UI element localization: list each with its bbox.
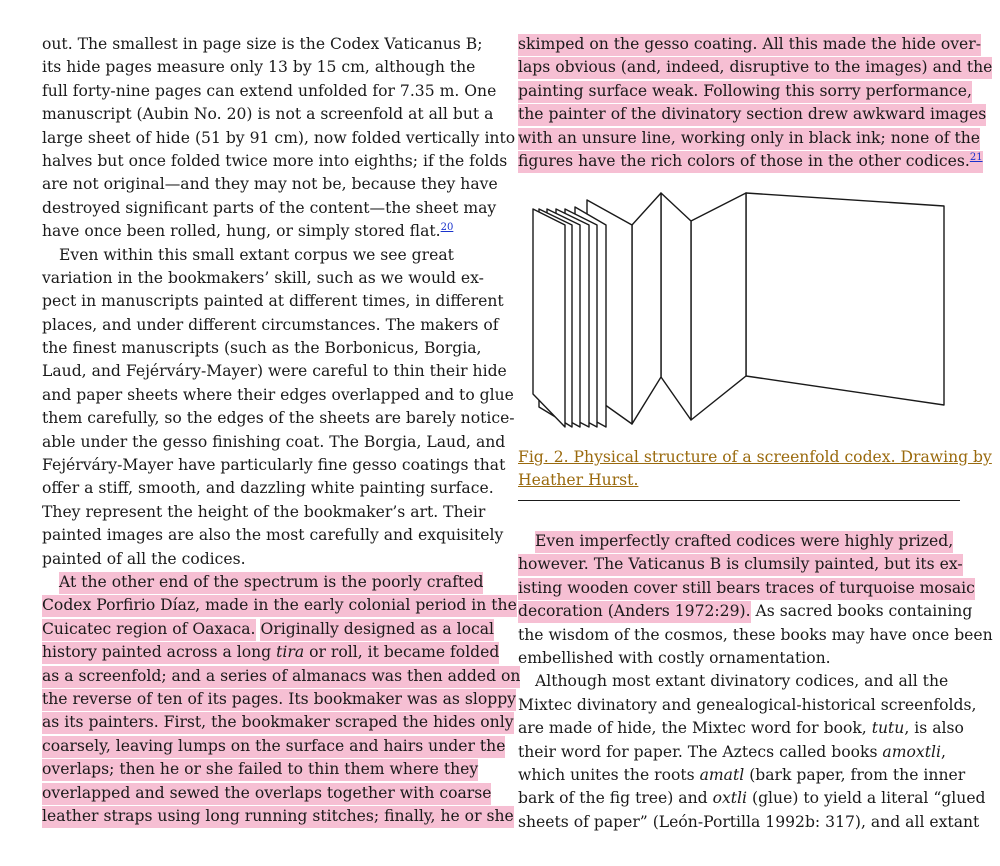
highlight: decoration (Anders 1972:29). bbox=[518, 601, 751, 623]
codex-panel bbox=[691, 193, 746, 420]
text-line: offer a stiff, smooth, and dazzling white painting surface. bbox=[42, 479, 494, 498]
text-line bbox=[42, 711, 514, 734]
text-line bbox=[42, 641, 500, 664]
highlight: coarsely, leaving lumps on the surface and hairs under the bbox=[42, 736, 505, 758]
footnote-20-link[interactable]: 20 bbox=[440, 222, 454, 234]
text-line bbox=[518, 56, 993, 79]
text-line: their word for paper. The Aztecs called books amoxtli, bbox=[518, 742, 946, 761]
text-line bbox=[518, 127, 981, 150]
text-line bbox=[42, 665, 521, 688]
highlight: the reverse of ten of its pages. Its bookmaker was as sloppy bbox=[42, 689, 516, 711]
text-line: which unites the roots amatl (bark paper, from the inner bbox=[518, 765, 966, 784]
text-line: painted images are also the most carefully and exquisitely bbox=[42, 526, 504, 545]
screenfold-codex-drawing bbox=[518, 187, 960, 435]
text-line: decoration (Anders 1972:29). As sacred books containing bbox=[518, 600, 963, 623]
highlight: however. The Vaticanus B is clumsily painted, but its ex- bbox=[518, 554, 963, 576]
highlight: At the other end of the spectrum is the poorly crafted bbox=[59, 572, 483, 594]
text-line bbox=[518, 530, 963, 553]
text-line bbox=[518, 150, 983, 173]
text-line: Mixtec divinatory and genealogical-historical screenfolds, bbox=[518, 695, 977, 714]
footnote-21-link[interactable]: 21 bbox=[969, 151, 983, 163]
highlight: laps obvious (and, indeed, disruptive to the images) and the bbox=[518, 57, 992, 79]
highlight: leather straps using long running stitches; finally, he or she bbox=[42, 806, 514, 828]
highlight: the painter of the divinatory section drew awkward images bbox=[518, 104, 986, 126]
codex-panel bbox=[661, 193, 691, 420]
text-line bbox=[42, 782, 492, 805]
text-line: halves but once folded twice more into eighths; if the folds bbox=[42, 151, 508, 170]
text-line bbox=[42, 688, 516, 711]
text-line bbox=[518, 577, 975, 600]
text-line: bark of the fig tree) and oxtli (glue) to yield a literal “glued bbox=[518, 789, 986, 808]
text-line: Fejérváry-Mayer have particularly fine gesso coatings that bbox=[42, 456, 506, 475]
text-line: are not original—and they may not be, because they have bbox=[42, 175, 498, 194]
text-line: large sheet of hide (51 by 91 cm), now folded vertically into bbox=[42, 128, 516, 147]
text-line bbox=[518, 33, 981, 56]
highlight: as a screenfold; and a series of almanacs was then added on bbox=[42, 666, 520, 688]
highlight: Cuicatec region of Oaxaca. bbox=[42, 619, 256, 641]
highlight: figures have the rich colors of those in the other codices.$^{21}$ bbox=[518, 151, 983, 173]
highlight: isting wooden cover still bears traces of turquoise mosaic bbox=[518, 578, 975, 600]
text-line: embellished with costly ornamentation. bbox=[518, 648, 831, 667]
codex-panel bbox=[533, 209, 565, 427]
text-line: pect in manuscripts painted at different times, in different bbox=[42, 292, 504, 311]
text-line bbox=[518, 103, 987, 126]
text-line: places, and under different circumstances. The makers of bbox=[42, 315, 499, 334]
highlight: painting surface weak. Following this sorry performance, bbox=[518, 81, 972, 103]
highlight: with an unsure line, working only in black ink; none of the bbox=[518, 128, 980, 150]
caption-line[interactable]: Fig. 2. Physical structure of a screenfold codex. Drawing by bbox=[518, 448, 992, 466]
text-line: They represent the height of the bookmaker’s art. Their bbox=[42, 502, 486, 521]
text-line: destroyed significant parts of the content—the sheet may bbox=[42, 198, 497, 217]
highlight: Even imperfectly crafted codices were highly prized, bbox=[535, 531, 953, 553]
highlight: overlapped and sewed the overlaps together with coarse bbox=[42, 783, 491, 805]
caption-line[interactable]: Heather Hurst. bbox=[518, 471, 639, 489]
figure-caption[interactable] bbox=[518, 446, 992, 492]
right-column bbox=[518, 33, 993, 173]
text-line: full forty-nine pages can extend unfolded for 7.35 m. One bbox=[42, 81, 497, 100]
text-line bbox=[518, 553, 963, 576]
text-line: manuscript (Aubin No. 20) is not a screenfold at all but a bbox=[42, 105, 494, 124]
codex-panel bbox=[746, 193, 944, 405]
text-line bbox=[42, 594, 517, 617]
highlight: overlaps; then he or she failed to thin them where they bbox=[42, 759, 478, 781]
text-line: and paper sheets where their edges overlapped and to glue bbox=[42, 385, 514, 404]
text-line: the finest manuscripts (such as the Borbonicus, Borgia, bbox=[42, 339, 482, 358]
text-line bbox=[42, 758, 487, 781]
text-line bbox=[42, 735, 506, 758]
highlight: as its painters. First, the bookmaker scraped the hides only bbox=[42, 712, 514, 734]
codex-panel bbox=[632, 193, 661, 424]
text-line: Laud, and Fejérváry-Mayer) were careful to thin their hide bbox=[42, 362, 507, 381]
text-line: them carefully, so the edges of the sheets are barely notice- bbox=[42, 409, 515, 428]
highlight: Originally designed as a local bbox=[260, 619, 494, 641]
text-line: variation in the bookmakers’ skill, such as we would ex- bbox=[42, 268, 484, 287]
text-line: its hide pages measure only 13 by 15 cm, although the bbox=[42, 58, 476, 77]
text-line: painted of all the codices. bbox=[42, 549, 246, 568]
highlight: history painted across a long tira or roll, it became folded bbox=[42, 642, 499, 664]
text-line: Although most extant divinatory codices, and all the bbox=[535, 672, 949, 691]
text-line: sheets of paper” (León-Portilla 1992b: 317), and all extant bbox=[518, 812, 980, 831]
left-column bbox=[42, 33, 521, 828]
highlight: skimped on the gesso coating. All this made the hide over- bbox=[518, 34, 981, 56]
horizontal-rule bbox=[518, 500, 960, 501]
text-line: out. The smallest in page size is the Codex Vaticanus B; bbox=[42, 35, 483, 53]
right-column-lower bbox=[518, 530, 993, 834]
text-line bbox=[42, 571, 487, 594]
text-line: have once been rolled, hung, or simply stored flat.$^{20}$ bbox=[42, 222, 454, 241]
text-line: able under the gesso finishing coat. The Borgia, Laud, and bbox=[42, 432, 506, 451]
text-line bbox=[42, 805, 514, 828]
text-line bbox=[518, 80, 972, 103]
text-line: the wisdom of the cosmos, these books may have once been bbox=[518, 625, 993, 644]
text-line: are made of hide, the Mixtec word for book, tutu, is also bbox=[518, 719, 964, 738]
highlight: Codex Porfirio Díaz, made in the early colonial period in the bbox=[42, 595, 517, 617]
text-line: Even within this small extant corpus we see great bbox=[59, 245, 454, 264]
text-line bbox=[42, 618, 495, 641]
